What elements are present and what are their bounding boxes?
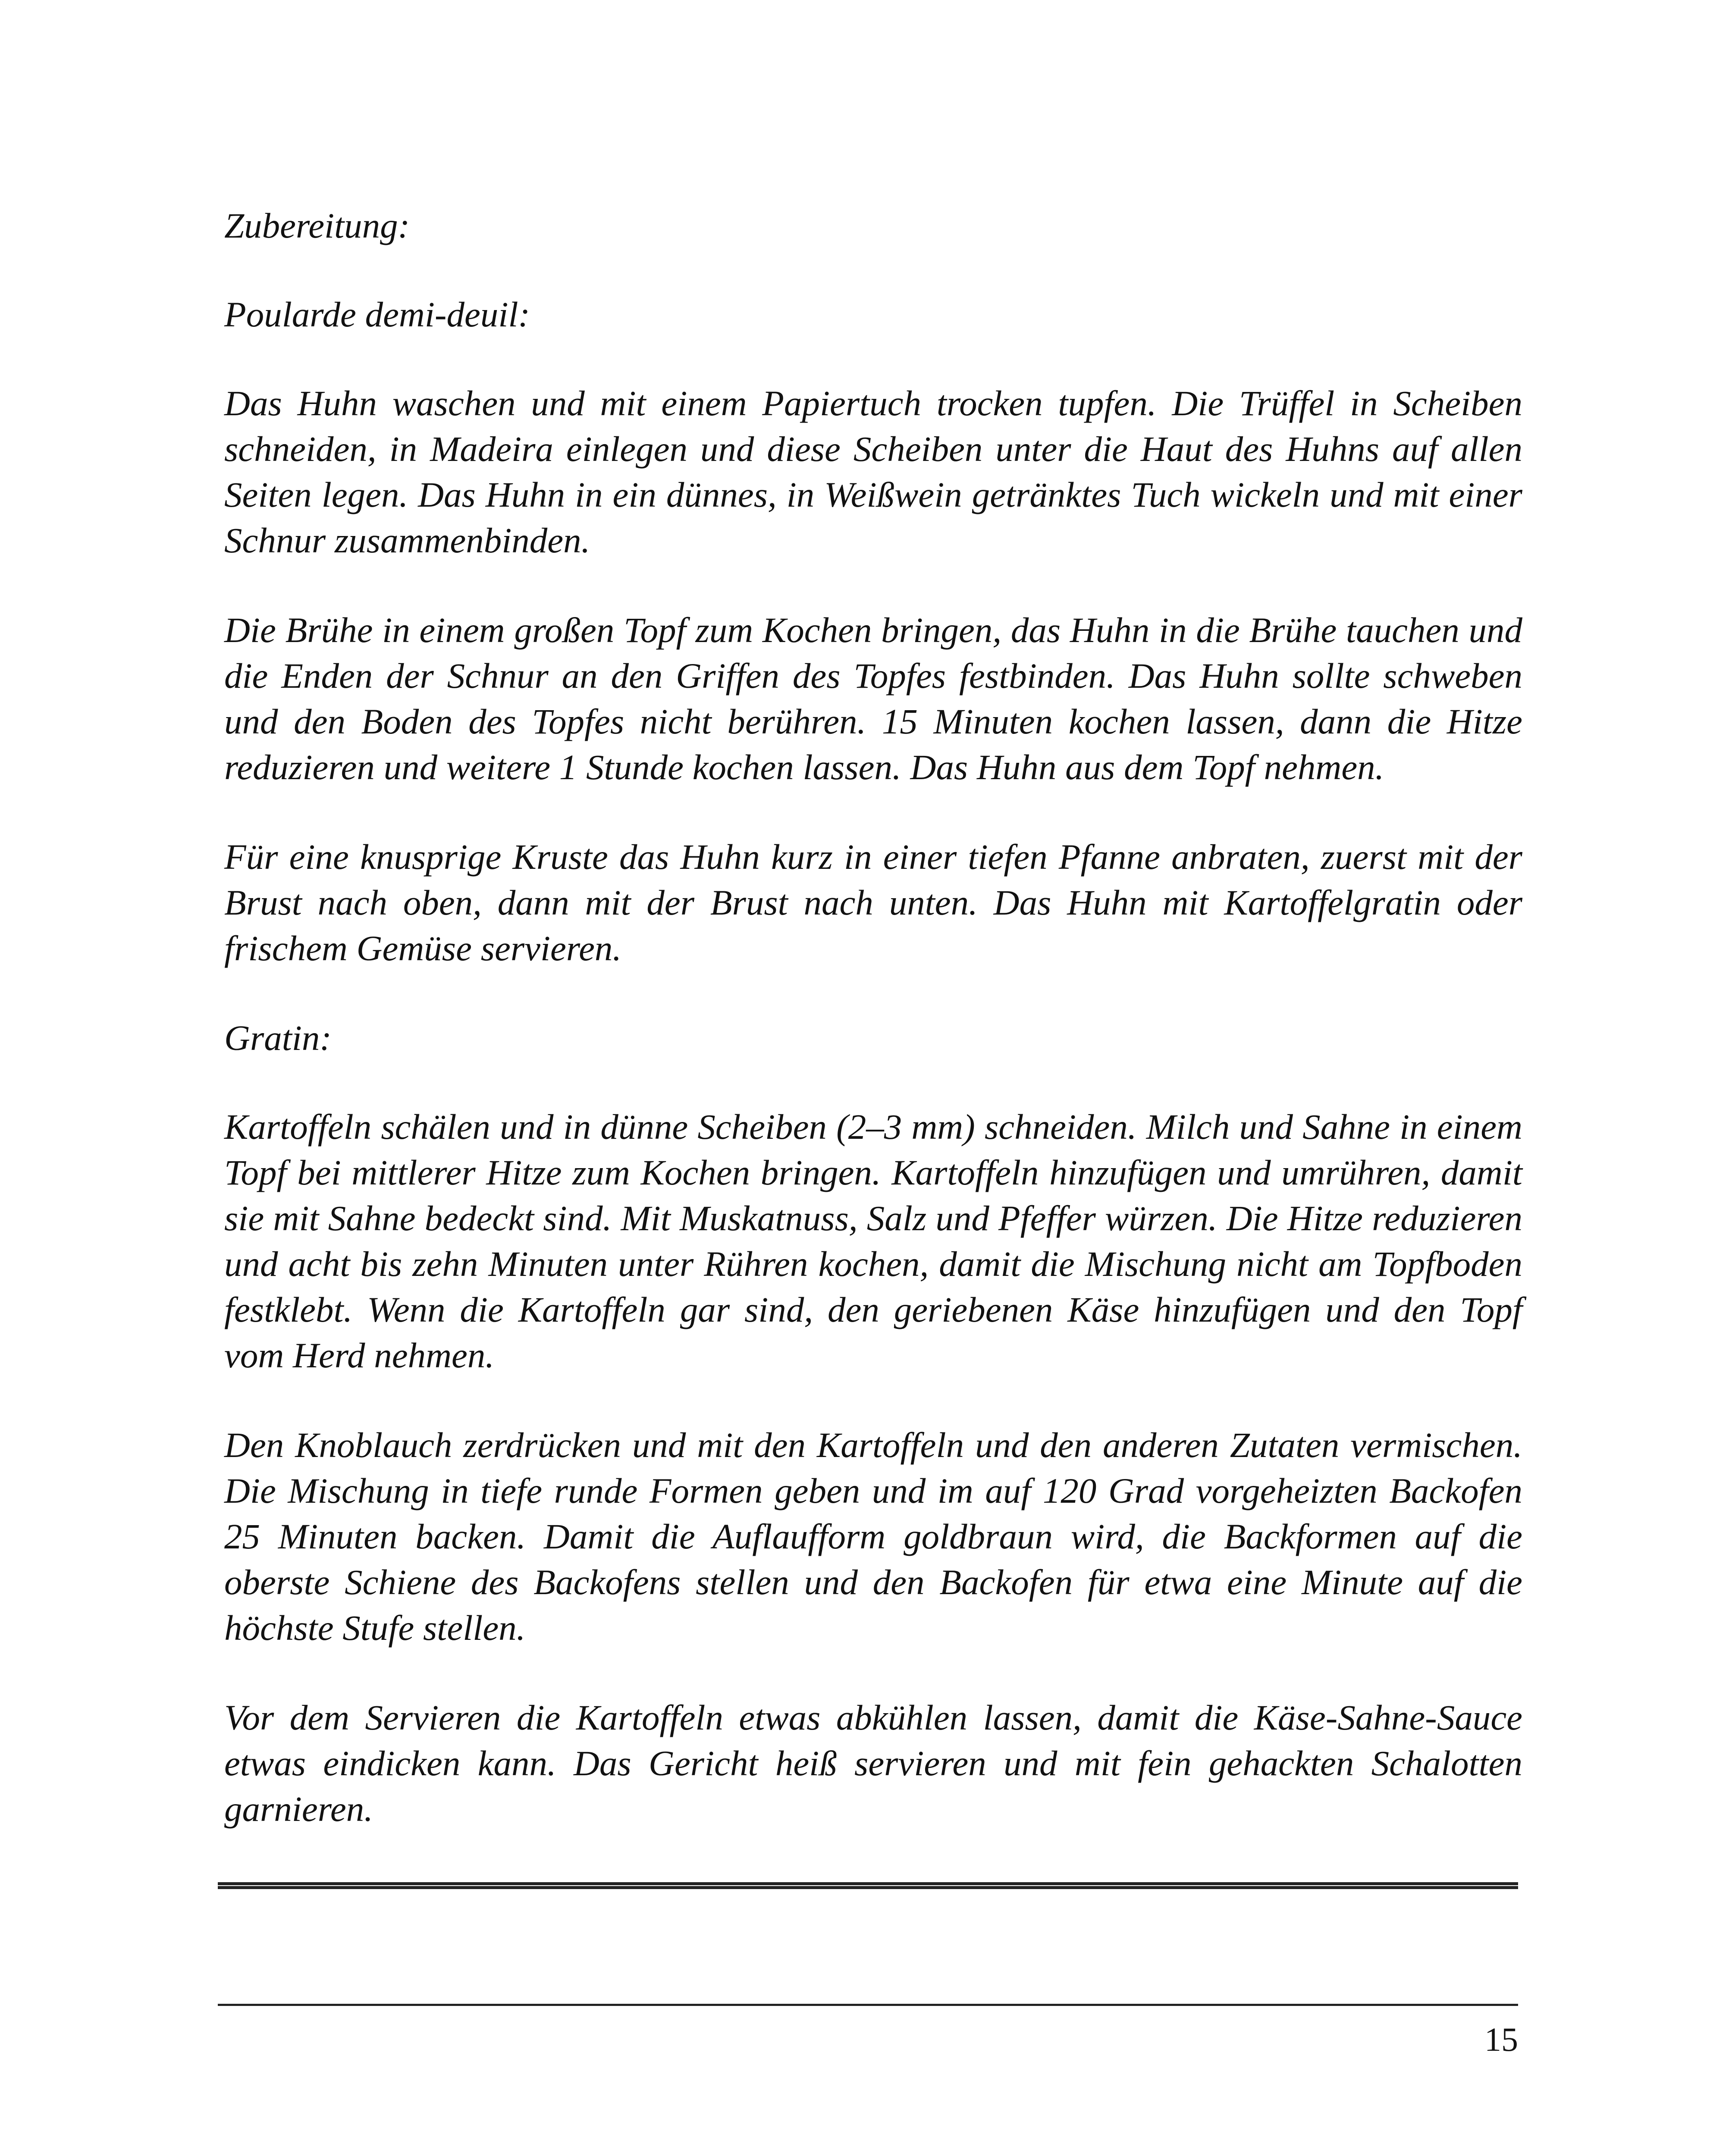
section-heading-zubereitung: Zubereitung:: [224, 206, 410, 245]
section-heading-gratin: Gratin:: [224, 1018, 332, 1058]
footer-divider-rule: [218, 2004, 1518, 2006]
paragraph-huhn-vorbereiten: Das Huhn waschen und mit einem Papiertuch trocken tupfen. Die Trüffel in Scheiben schneiden, in Madeira einlegen und diese Scheiben unter die Haut des Huhns auf allen Seiten legen. Das Huhn in ein dünnes, in Weißwein getränktes Tuch wickeln und mit einer Schnur zusammenbinden.: [224, 383, 1522, 560]
paragraph-gratin-backen: Den Knoblauch zerdrücken und mit den Kartoffeln und den anderen Zutaten vermischen. Die Mischung in tiefe runde Formen geben und im auf 120 Grad vorgeheizten Backofen 25 Minuten backen. Damit die Auflaufform goldbraun wird, die Backformen auf die oberste Schiene des Backofens stellen und den Backofen für etwa eine Minute auf die höchste Stufe stellen.: [224, 1425, 1522, 1648]
paragraph-servieren: Vor dem Servieren die Kartoffeln etwas abkühlen lassen, damit die Käse-Sahne-Sauce etwas eindicken kann. Das Gericht heiß servieren und mit fein gehackten Schalotten garnieren.: [224, 1698, 1522, 1829]
recipe-body: [224, 203, 1522, 1876]
paragraph-huhn-kochen: Die Brühe in einem großen Topf zum Kochen bringen, das Huhn in die Brühe tauchen und die Enden der Schnur an den Griffen des Topfes festbinden. Das Huhn sollte schweben und den Boden des Topfes nicht berühren. 15 Minuten kochen lassen, dann die Hitze reduzieren und weitere 1 Stunde kochen lassen. Das Huhn aus dem Topf nehmen.: [224, 610, 1522, 787]
section-divider-double-rule: [218, 1882, 1518, 1889]
paragraph-huhn-anbraten: Für eine knusprige Kruste das Huhn kurz in einer tiefen Pfanne anbraten, zuerst mit der Brust nach oben, dann mit der Brust nach unten. Das Huhn mit Kartoffelgratin oder frischem Gemüse servieren.: [224, 837, 1522, 968]
section-heading-poularde: Poularde demi-deuil:: [224, 295, 530, 334]
paragraph-gratin-kochen: Kartoffeln schälen und in dünne Scheiben (2–3 mm) schneiden. Milch und Sahne in einem Topf bei mittlerer Hitze zum Kochen bringen. Kartoffeln hinzufügen und umrühren, damit sie mit Sahne bedeckt sind. Mit Muskatnuss, Salz und Pfeffer würzen. Die Hitze reduzieren und acht bis zehn Minuten unter Rühren kochen, damit die Mischung nicht am Topfboden festklebt. Wenn die Kartoffeln gar sind, den geriebenen Käse hinzufügen und den Topf vom Herd nehmen.: [224, 1107, 1522, 1375]
page-number: 15: [1484, 2021, 1518, 2058]
